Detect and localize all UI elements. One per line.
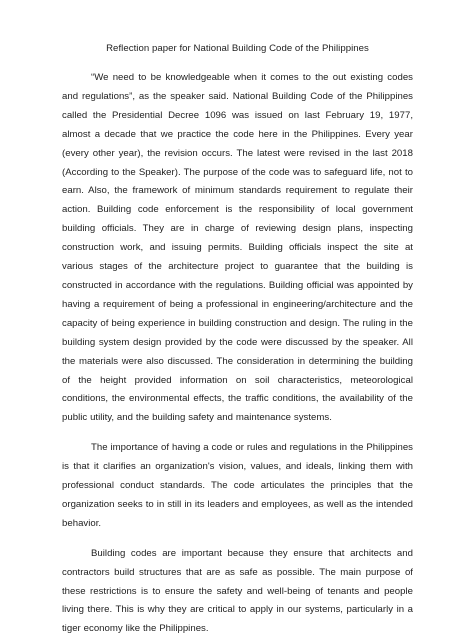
paragraph-2: The importance of having a code or rules and regulations in the Philippines is that it clarifies an organization's vision, values, and ideals, linking them with professional conduct standards. The code articulates the principles that the organization seeks to in still in its leaders and employees, as well as the intended behavior. — [62, 442, 413, 529]
paragraph-3: Building codes are important because they ensure that architects and contractors build structures that are as safe as possible. The main purpose of these restrictions is to ensure the safety and well-being of tenants and people living there. This is why they are critical to apply in our systems, particularly in a tiger economy like the Philippines. — [62, 547, 413, 635]
paragraph-1: “We need to be knowledgeable when it comes to the out existing codes and regulations”, as the speaker said. National Building Code of the Philippines called the Presidential Decree 1096 was issued on last February 19, 1977, almost a decade that we practice the code here in the Philippines. Every year (every other year), the revision occurs. The latest were revised in the last 2018 (According to the Speaker). The purpose of the code was to safeguard life, not to earn. Also, the framework of minimum standards requirement to regulate their action. Building code enforcement is the responsibility of local government building officials. They are in charge of reviewing design plans, inspecting construction work, and issuing permits. Building officials inspect the site at various stages of the architecture project to guarantee that the building is constructed in accordance with the regulations. Building official was appointed by having a requirement of being a professional in engineering/architecture and the capacity of being experience in building construction and design. The ruling in the building system design provided by the code were discussed by the speaker. All the materials were also discussed. The consideration in determining the building of the height provided information on soil characteristics, meteorological conditions, the environmental effects, the traffic conditions, the availability of the public utility, and the building safety and maintenance systems. — [62, 72, 413, 424]
document-title: Reflection paper for National Building Code of the Philippines — [106, 43, 369, 54]
